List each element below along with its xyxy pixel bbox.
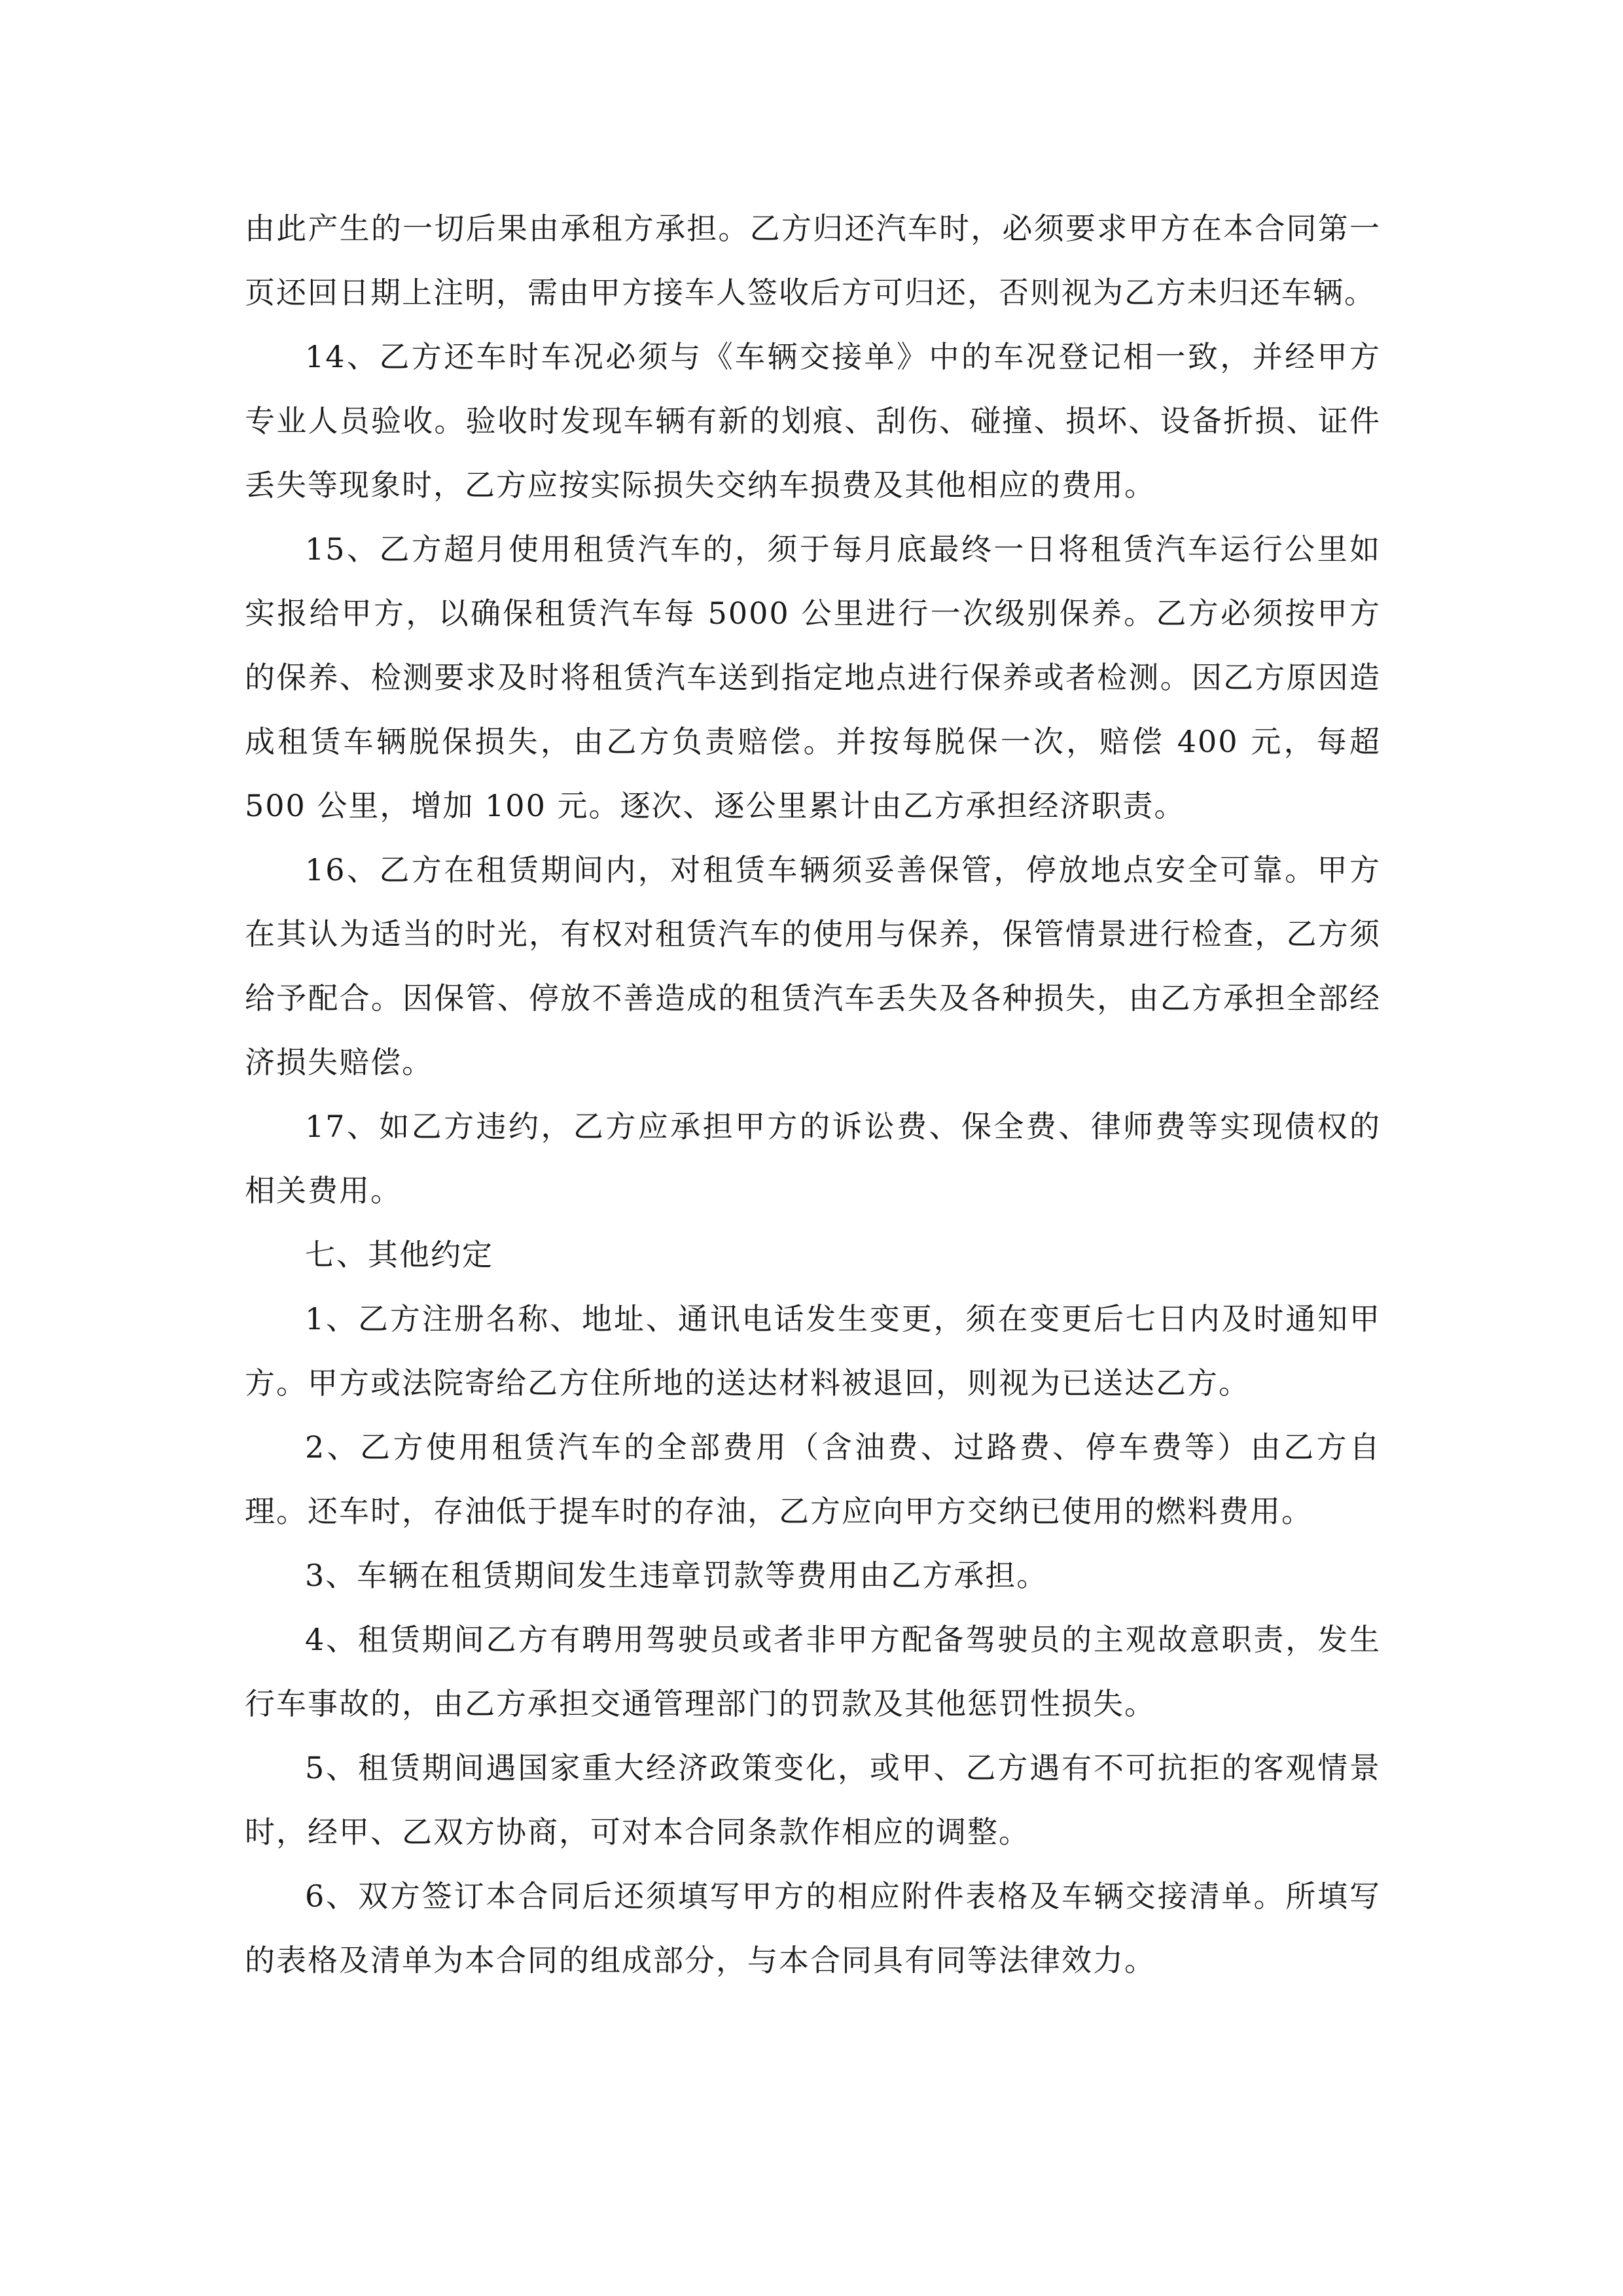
other-clause-6: 6、双方签订本合同后还须填写甲方的相应附件表格及车辆交接清单。所填写的表格及清单为本合同的组成部分，与本合同具有同等法律效力。 (245, 1878, 1381, 1978)
clause-15: 15、乙方超月使用租赁汽车的，须于每月底最终一日将租赁汽车运行公里如实报给甲方，以确保租赁汽车每 5000 公里进行一次级别保养。乙方必须按甲方的保养、检测要求及时将租赁汽车送到指定地点进行保养或者检测。因乙方原因造成租赁车辆脱保损失，由乙方负责赔偿。并按每脱保一次，赔偿 400 元，每超 500 公里，增加 100 元。逐次、逐公里累计由乙方承担经济职责。 (245, 531, 1381, 823)
other-clause-4: 4、租赁期间乙方有聘用驾驶员或者非甲方配备驾驶员的主观故意职责，发生行车事故的，由乙方承担交通管理部门的罚款及其他惩罚性损失。 (245, 1622, 1381, 1721)
paragraph-continuation: 由此产生的一切后果由承租方承担。乙方归还汽车时，必须要求甲方在本合同第一页还回日期上注明，需由甲方接车人签收后方可归还，否则视为乙方未归还车辆。 (245, 211, 1381, 310)
section-heading-other-agreements: 七、其他约定 (305, 1237, 493, 1272)
clause-14: 14、乙方还车时车况必须与《车辆交接单》中的车况登记相一致，并经甲方专业人员验收。验收时发现车辆有新的划痕、刮伤、碰撞、损坏、设备折损、证件丢失等现象时，乙方应按实际损失交纳车损费及其他相应的费用。 (245, 339, 1381, 503)
other-clause-2: 2、乙方使用租赁汽车的全部费用（含油费、过路费、停车费等）由乙方自理。还车时，存油低于提车时的存油，乙方应向甲方交纳已使用的燃料费用。 (245, 1429, 1381, 1529)
clause-17: 17、如乙方违约，乙方应承担甲方的诉讼费、保全费、律师费等实现债权的相关费用。 (245, 1109, 1381, 1208)
other-clause-5: 5、租赁期间遇国家重大经济政策变化，或甲、乙方遇有不可抗拒的客观情景时，经甲、乙双方协商，可对本合同条款作相应的调整。 (245, 1750, 1381, 1850)
other-clause-3: 3、车辆在租赁期间发生违章罚款等费用由乙方承担。 (305, 1558, 1048, 1593)
other-clause-1: 1、乙方注册名称、地址、通讯电话发生变更，须在变更后七日内及时通知甲方。甲方或法院寄给乙方住所地的送达材料被退回，则视为已送达乙方。 (245, 1301, 1381, 1401)
document-body (245, 196, 1381, 1992)
clause-16: 16、乙方在租赁期间内，对租赁车辆须妥善保管，停放地点安全可靠。甲方在其认为适当的时光，有权对租赁汽车的使用与保养，保管情景进行检查，乙方须给予配合。因保管、停放不善造成的租赁汽车丢失及各种损失，由乙方承担全部经济损失赔偿。 (245, 852, 1381, 1080)
